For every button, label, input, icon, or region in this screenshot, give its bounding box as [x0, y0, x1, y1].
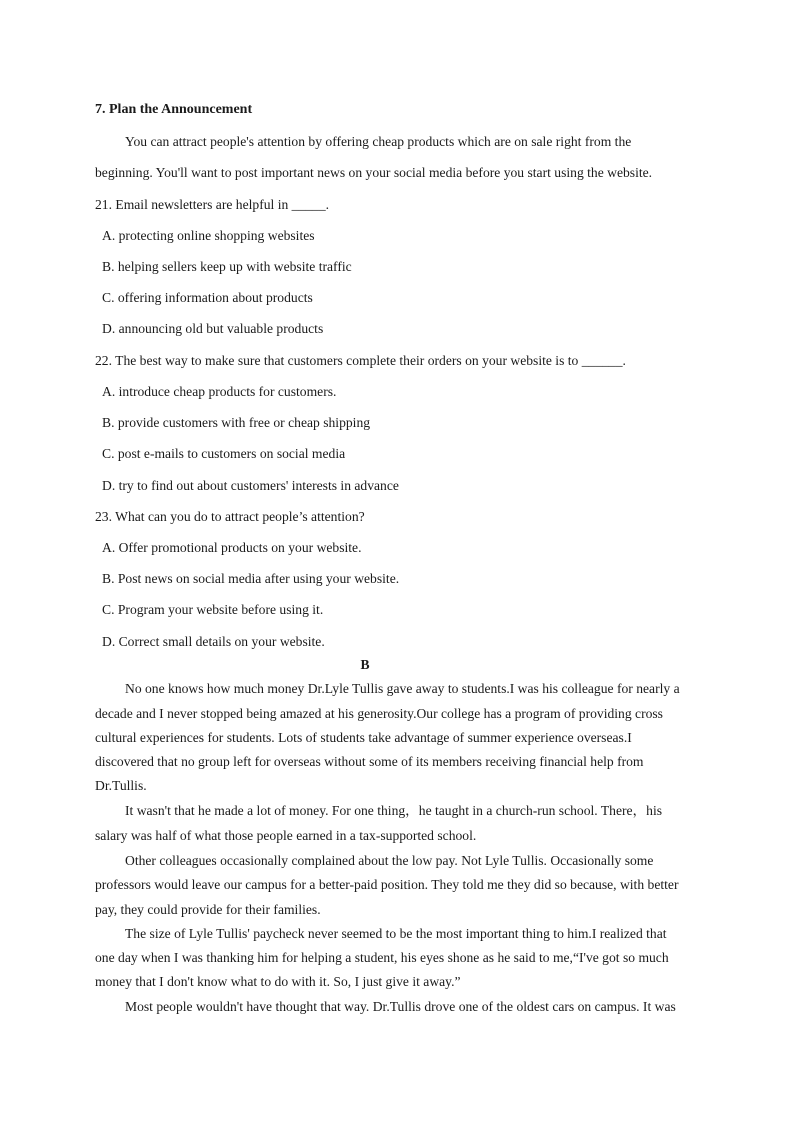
answer-option: B. provide customers with free or cheap shipping [102, 415, 371, 430]
answer-option: D. announcing old but valuable products [102, 321, 324, 336]
passage-line: professors would leave our campus for a better-paid position. They told me they did so because, with better [95, 877, 679, 892]
answer-option: A. protecting online shopping websites [102, 228, 315, 243]
passage-line: cultural experiences for students. Lots of students take advantage of summer experience overseas.I [95, 730, 632, 745]
answer-option: B. helping sellers keep up with website traffic [102, 259, 352, 274]
answer-option: A. introduce cheap products for customers. [102, 384, 337, 399]
question-stem: 23. What can you do to attract people’s attention? [95, 509, 365, 524]
passage-line: pay, they could provide for their families. [95, 902, 321, 917]
answer-option: C. Program your website before using it. [102, 602, 324, 617]
question-stem: 22. The best way to make sure that customers complete their orders on your website is to ______. [95, 353, 626, 368]
paragraph-line: You can attract people's attention by offering cheap products which are on sale right from the [125, 134, 632, 149]
question-stem: 21. Email newsletters are helpful in _____. [95, 197, 330, 212]
answer-option: B. Post news on social media after using your website. [102, 571, 400, 586]
passage-line: money that I don't know what to do with it. So, I just give it away.” [95, 974, 461, 989]
answer-option: A. Offer promotional products on your website. [102, 540, 362, 555]
paragraph-line: beginning. You'll want to post important news on your social media before you start using the website. [95, 165, 653, 180]
passage-line: No one knows how much money Dr.Lyle Tullis gave away to students.I was his colleague for nearly a [125, 681, 680, 696]
answer-option: C. post e-mails to customers on social media [102, 446, 346, 461]
answer-option: D. try to find out about customers' interests in advance [102, 478, 399, 493]
passage-line: one day when I was thanking him for helping a student, his eyes shone as he said to me,“I've got so much [95, 950, 669, 965]
passage-line: discovered that no group left for overseas without some of its members receiving financial help from [95, 754, 644, 769]
passage-line: salary was half of what those people earned in a tax-supported school. [95, 828, 477, 843]
passage-line: Most people wouldn't have thought that way. Dr.Tullis drove one of the oldest cars on campus. It was [125, 999, 676, 1014]
passage-line: Other colleagues occasionally complained about the low pay. Not Lyle Tullis. Occasionally some [125, 853, 654, 868]
passage-line: The size of Lyle Tullis' paycheck never seemed to be the most important thing to him.I realized that [125, 926, 667, 941]
section-heading: 7. Plan the Announcement [95, 102, 253, 117]
passage-title: B [360, 657, 370, 672]
passage-line: decade and I never stopped being amazed at his generosity.Our college has a program of providing cross [95, 706, 663, 721]
passage-line: It wasn't that he made a lot of money. For one thing，he taught in a church-run school. There，his [125, 803, 663, 818]
answer-option: D. Correct small details on your website. [102, 634, 325, 649]
passage-line: Dr.Tullis. [95, 778, 147, 793]
answer-option: C. offering information about products [102, 290, 313, 305]
